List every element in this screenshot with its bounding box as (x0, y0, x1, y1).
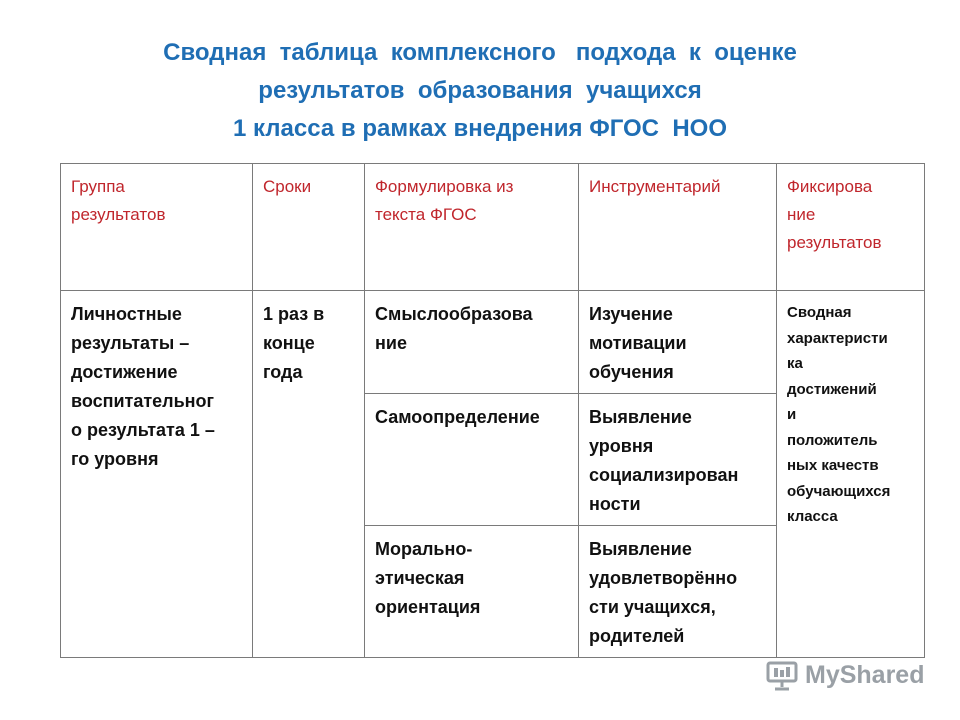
formulation-text: Смыслообразова ние (375, 304, 533, 353)
header-fixation-label: Фиксирова ние результатов (787, 177, 882, 252)
terms-cell (253, 291, 365, 658)
header-cell-formulation (365, 164, 579, 291)
header-cell-fixation (777, 164, 925, 291)
formulation-cell (365, 291, 579, 394)
tool-cell (579, 526, 777, 658)
header-group-label: Группа результатов (71, 177, 166, 224)
formulation-text: Морально- этическая ориентация (375, 539, 481, 617)
summary-table (60, 163, 925, 658)
table-row (61, 291, 925, 394)
header-terms-label: Сроки (263, 177, 312, 196)
title-line-1: Сводная таблица комплексного подхода к оценке (163, 39, 797, 66)
formulation-cell (365, 394, 579, 526)
header-cell-tools (579, 164, 777, 291)
formulation-cell (365, 526, 579, 658)
group-text: Личностные результаты – достижение воспитательног о результата 1 – го уровня (71, 304, 215, 469)
watermark (765, 655, 924, 695)
title-line-3: 1 класса в рамках внедрения ФГОС НОО (232, 115, 727, 142)
tool-text: Выявление удовлетворённо сти учащихся, родителей (589, 539, 738, 646)
formulation-text: Самоопределение (375, 407, 540, 427)
watermark-text: MyShared (805, 660, 925, 689)
terms-text: 1 раз в конце года (263, 304, 325, 382)
title-line-2: результатов образования учащихся (258, 77, 702, 104)
fixation-text: Сводная характеристи ка достижений и положитель ных качеств обучающихся класса (787, 304, 891, 525)
header-row (61, 164, 925, 291)
tool-cell (579, 291, 777, 394)
header-tools-label: Инструментарий (589, 177, 721, 196)
fixation-cell (777, 291, 925, 658)
tool-cell (579, 394, 777, 526)
header-cell-group (61, 164, 253, 291)
presentation-icon (765, 658, 799, 692)
header-formulation-label: Формулировка из текста ФГОС (375, 177, 514, 224)
tool-text: Изучение мотивации обучения (589, 304, 687, 382)
group-cell (61, 291, 253, 658)
slide-title (0, 34, 960, 148)
header-cell-terms (253, 164, 365, 291)
tool-text: Выявление уровня социализирован ности (589, 407, 739, 514)
